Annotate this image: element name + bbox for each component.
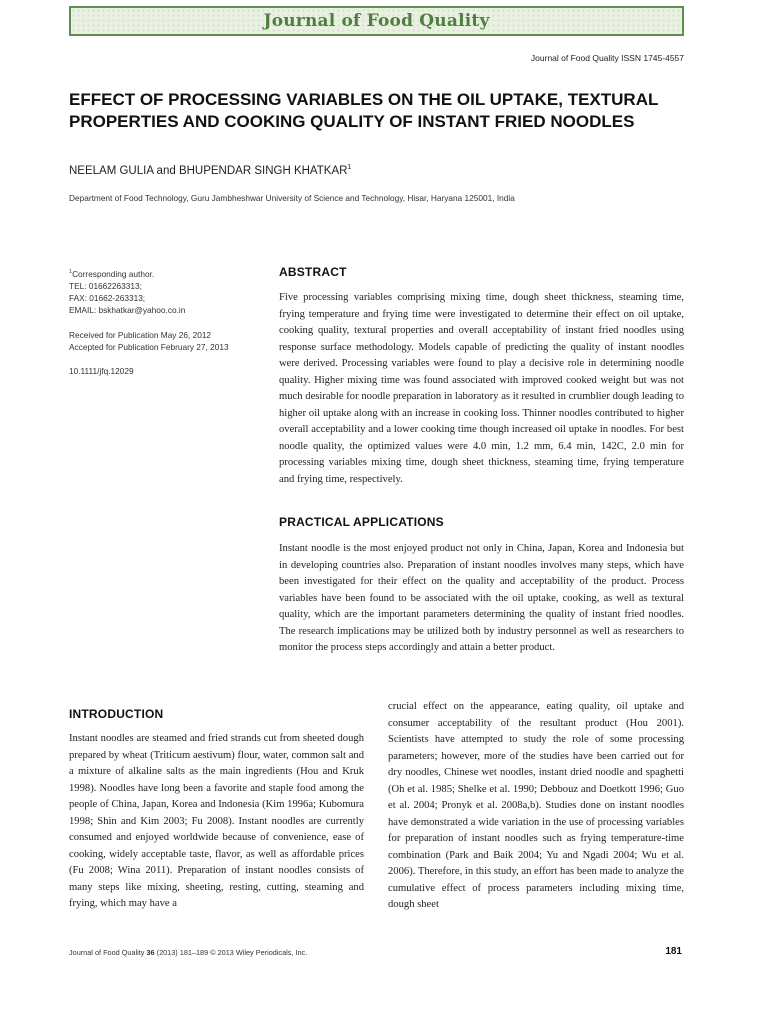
article-title: EFFECT OF PROCESSING VARIABLES ON THE OIL UPTAKE, TEXTURAL PROPERTIES AND COOKING QUALITY OF INSTANT FRIED NOODLES <box>69 90 659 131</box>
page-number: 181 <box>665 946 682 957</box>
introduction-column-1: Instant noodles are steamed and fried strands cut from sheeted dough prepared by wheat (Triticum aestivum) flour, water, common salt and a mixture of alkaline salts as the main ingredients (Hou and Kruk 1998). Noodles have long been a favorite and staple food among the people of China, Japan, Korea and Indonesia (Kim 1996a; Kubomura 1998; Shin and Kim 2003; Fu 2008). Instant noodles are currently consumed and enjoyed worldwide because of convenience, ease of cooking, widely acceptable taste, flavor, as well as affordable prices (Fu 2008; Wina 2011). Preparation of instant noodles consists of many steps like mixing, sheeting, resting, cutting, steaming and frying, which may have a <box>69 733 364 909</box>
footer-rest: (2013) 181–189 © 2013 Wiley Periodicals, Inc. <box>156 948 308 957</box>
corresponding-mark: 1 <box>69 269 73 275</box>
accepted-date: Accepted for Publication February 27, 2013 <box>69 341 229 352</box>
footer-volume: 36 <box>146 948 155 957</box>
abstract-heading: ABSTRACT <box>279 265 347 279</box>
abstract-text: Five processing variables comprising mixing time, dough sheet thickness, steaming time, frying temperature and frying time were investigated to determine their effect on oil uptake, cooking quality, textural properties and overall acceptability of instant fried noodles using response surface methodology. Models capable of predicting the quality of instant noodles were derived. Processing variables were found to play a decisive role in determining noodle quality. Higher mixing time was found associated with improved cooked weight but was not much desirable for noodle preparation in laboratory as it resulted in crumblier dough leading to higher oil uptake along with an increase in cooking loss. Thinner noodles contributed to higher overall acceptability and a lower cooking time though increased oil uptake in noodles. For best noodle quality, the optimized values were 4.0 min, 1.2 mm, 6.4 min, 142C, 2.0 min for processing variables mixing time, dough sheet thickness, steaming time, frying temperature and frying time, respectively. <box>279 292 684 485</box>
fax: FAX: 01662-263313; <box>69 293 146 304</box>
doi: 10.1111/jfq.12029 <box>69 365 134 376</box>
practical-applications-heading: PRACTICAL APPLICATIONS <box>279 515 444 529</box>
author-line <box>69 164 351 177</box>
journal-issn: Journal of Food Quality ISSN 1745-4557 <box>530 53 684 63</box>
article-info-sidebar <box>69 266 269 377</box>
author-footnote-mark: 1 <box>347 164 352 171</box>
corresponding-label: Corresponding author. <box>72 268 155 279</box>
author-names: NEELAM GULIA and BHUPENDAR SINGH KHATKAR <box>69 164 348 177</box>
journal-banner-title: Journal of Food Quality <box>263 11 490 31</box>
journal-banner <box>69 6 684 36</box>
introduction-column-2: crucial effect on the appearance, eating quality, oil uptake and consumer acceptability of the resultant product (Hou 2001). Scientists have attempted to study the role of some processing parameters; however, more of the studies have been carried out for dry noodles, Chinese wet noodles, instant dried noodle and spaghetti (Oh et al. 1985; Shelke et al. 1990; Debbouz and Doetkott 1996; Guo et al. 2004; Pronyk et al. 2008a,b). Studies done on instant noodles have demonstrated a wide variation in the use of processing variables for preparation of instant noodles such as frying temperature-time combination (Park and Baik 2004; Yu and Ngadi 2004; Wu et al. 2006). Therefore, in this study, an effort has been made to analyze the cumulative effect of process parameters including mixing time, dough sheet <box>388 701 684 910</box>
telephone: TEL: 01662263313; <box>69 280 142 291</box>
received-date: Received for Publication May 26, 2012 <box>69 329 212 340</box>
footer-citation <box>69 948 307 957</box>
practical-applications-text: Instant noodle is the most enjoyed product not only in China, Japan, Korea and Indonesia but in developing countries also. Preparation of instant noodles involves many steps, which have been investigated for their effect on the quality and acceptability of the product. Process variables have been found to be associated with the oil uptake, cooking, as well as textural quality, which are the important parameters determining the quality of instant fried noodles. The research implications may be utilized both by industry personnel as well as researchers to monitor the process steps accordingly and attain a better product. <box>279 543 684 653</box>
footer-journal: Journal of Food Quality <box>69 948 145 957</box>
email: EMAIL: bskhatkar@yahoo.co.in <box>69 305 186 316</box>
corresponding-author <box>69 266 269 280</box>
affiliation: Department of Food Technology, Guru Jambheshwar University of Science and Technology, Hisar, Haryana 125001, India <box>69 193 515 203</box>
introduction-heading: INTRODUCTION <box>69 707 164 721</box>
